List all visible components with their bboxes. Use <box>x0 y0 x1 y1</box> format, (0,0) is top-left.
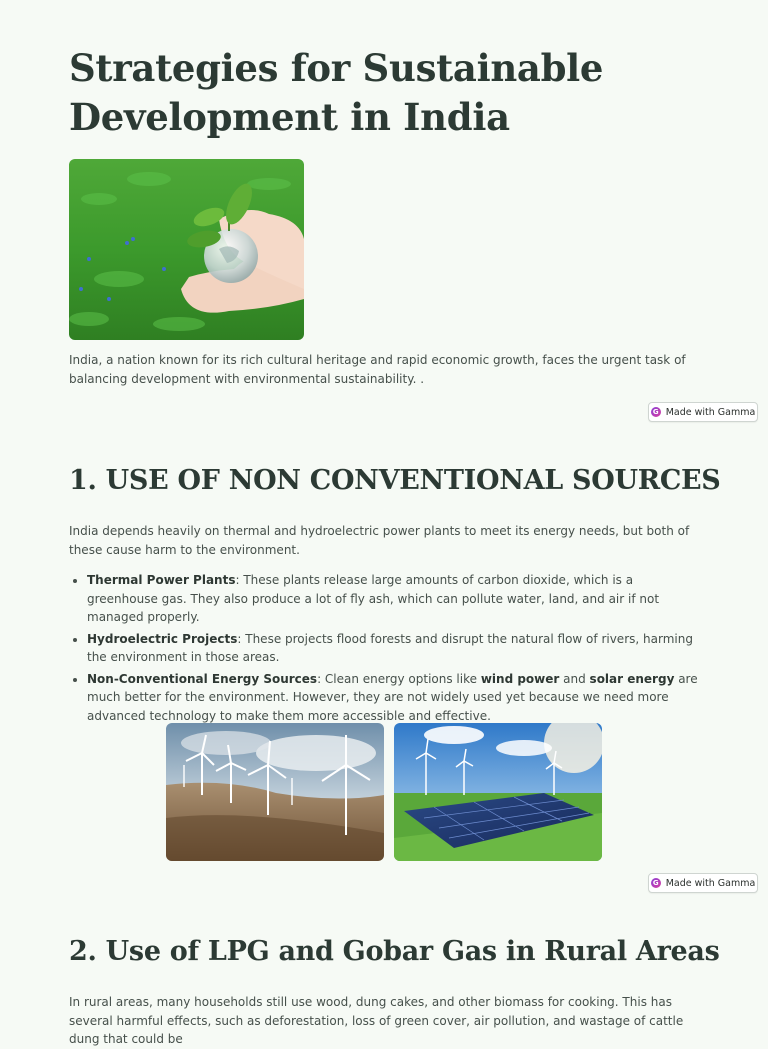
hands-globe-image <box>69 159 304 340</box>
made-with-gamma-badge[interactable] <box>648 873 758 893</box>
gamma-logo-icon: G <box>651 878 661 888</box>
list-item-text: : Clean energy options like <box>317 671 481 686</box>
made-with-gamma-badge[interactable] <box>648 402 758 422</box>
list-item-term: Non-Conventional Energy Sources <box>87 671 318 686</box>
list-item-emphasis: wind power <box>480 671 560 686</box>
list-item-text: and <box>559 671 590 686</box>
section-2-heading: 2. Use of LPG and Gobar Gas in Rural Areas <box>69 936 720 967</box>
section-2-intro: In rural areas, many households still use wood, dung cakes, and other biomass for cooking. This has several harmful effects, such as deforestation, loss of green cover, air pollution, and wastage of cattle dung that could be <box>69 995 684 1046</box>
section-1-list <box>69 571 707 728</box>
section-1-intro: India depends heavily on thermal and hydroelectric power plants to meet its energy needs, but both of these cause harm to the environment. <box>69 524 690 557</box>
list-item-term: Thermal Power Plants <box>87 573 236 587</box>
wind-turbines-image <box>166 723 384 861</box>
badge-label: Made with Gamma <box>665 406 756 418</box>
intro-text: India, a nation known for its rich cultural heritage and rapid economic growth, faces the urgent task of balancing development with environmental sustainability. . <box>69 353 686 386</box>
gamma-logo-icon: G <box>651 407 661 417</box>
badge-label: Made with Gamma <box>665 877 756 889</box>
page-title: Strategies for Sustainable Development in India <box>69 46 604 139</box>
list-item <box>87 571 707 627</box>
list-item <box>87 630 707 667</box>
list-item-emphasis: solar energy <box>589 671 675 686</box>
section-1-heading: 1. USE OF NON CONVENTIONAL SOURCES <box>69 465 721 496</box>
solar-panels-image <box>394 723 602 861</box>
list-item-text: are much better for the environment. However, they are not widely used yet because we need more advanced technology to make them more accessible and effective. <box>87 671 698 723</box>
list-item-text: : These plants release large amounts of carbon dioxide, which is a greenhouse gas. They also produce a lot of fly ash, which can pollute water, land, and air if not managed properly. <box>87 573 660 624</box>
list-item-text: : These projects flood forests and disrupt the natural flow of rivers, harming the environment in those areas. <box>87 631 693 664</box>
list-item-term: Hydroelectric Projects <box>87 631 238 646</box>
list-item <box>87 670 707 726</box>
